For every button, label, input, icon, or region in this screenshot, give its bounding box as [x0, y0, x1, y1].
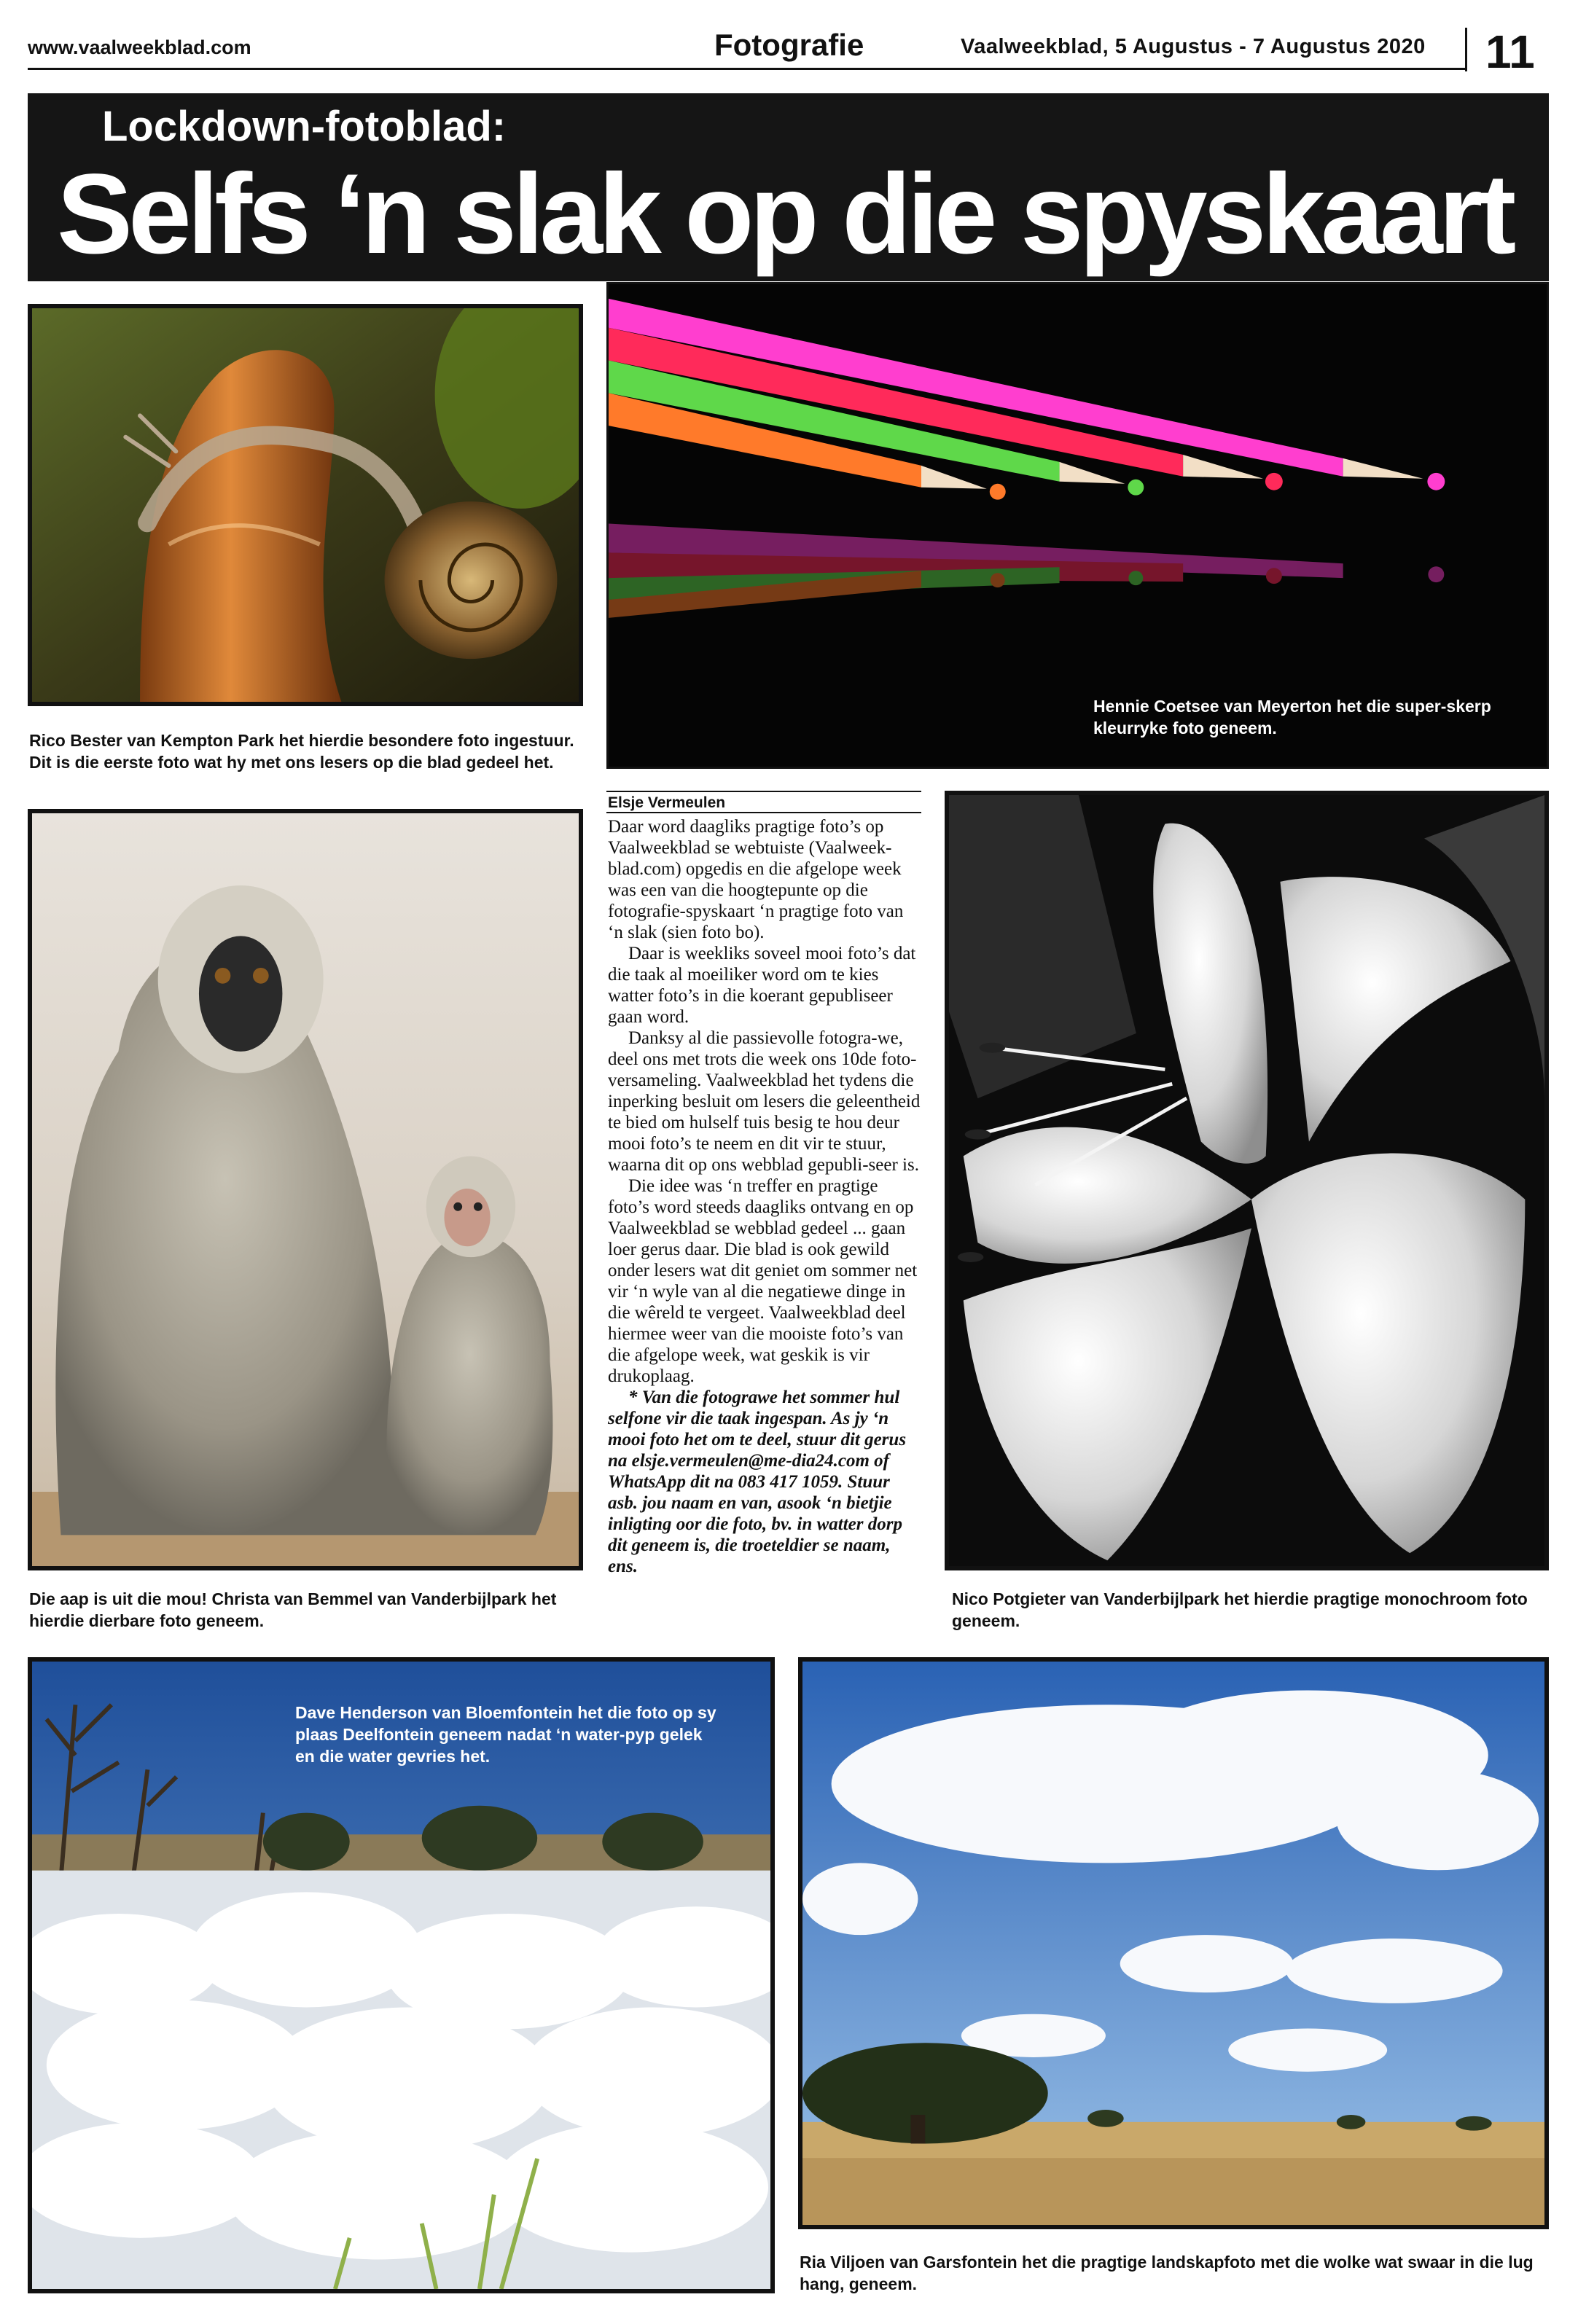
page-number: 11 [1485, 26, 1535, 78]
article-paragraph: Die idee was ‘n treffer en pragtige foto’s word steeds daagliks ontvang en op Vaalweekblad se webblad gedeel ... gaan loer gerus daar. Die blad is ook gewild onder lesers wat dit geniet om sommer net vir ‘n wyle van al die negatiewe dinge in die wêreld te vergeet. Vaalweekblad deel hiermee weer van die mooiste foto’s van die afgelope week, wat geskik is vir drukoplaag. [608, 1176, 918, 1386]
monkey-caption: Die aap is uit die mou! Christa van Bemmel van Vanderbijlpark het hierdie dierbare foto geneem. [29, 1589, 557, 1630]
monkey-photo [28, 809, 583, 1570]
snail-photo [28, 304, 583, 706]
landscape-photo [798, 1657, 1549, 2229]
ice-caption: Dave Henderson van Bloemfontein het die foto op sy plaas Deelfontein geneem nadat ‘n water-pyp gelek en die water gevries het. [295, 1703, 716, 1766]
banner-headline: Selfs ‘n slak op die spyskaart [57, 151, 1512, 278]
byline-rule-top [606, 791, 921, 792]
article-paragraph: Daar word daagliks pragtige foto’s op Vaalweekblad se webtuiste (Vaalweek-blad.com) opgedis en die afgelope week was een van die hoogtepunte op die fotografie-spyskaart ‘n pragtige foto van ‘n slak (sien foto bo). [608, 817, 904, 942]
landscape-caption: Ria Viljoen van Garsfontein het die pragtige landskapfoto met die wolke wat swaar in die lug hang, geneem. [800, 2253, 1534, 2293]
lily-photo [945, 791, 1549, 1570]
snail-caption: Rico Bester van Kempton Park het hierdie besondere foto ingestuur. Dit is die eerste foto wat hy met ons lesers op die blad gedeel het. [29, 731, 574, 772]
site-url: www.vaalweekblad.com [28, 36, 251, 58]
article-byline: Elsje Vermeulen [608, 794, 726, 811]
banner-kicker: Lockdown-fotoblad: [102, 103, 507, 150]
header-rule [28, 68, 1465, 70]
issue-date: Vaalweekblad, 5 Augustus - 7 Augustus 2020 [961, 35, 1426, 58]
article-note: * Van die fotograwe het sommer hul selfone vir die taak ingespan. As jy ‘n mooi foto het om te deel, stuur dit gerus na elsje.vermeulen@me-dia24.com of WhatsApp dit na 083 417 1059. Stuur asb. jou naam en van, asook ‘n bietjie inligting oor die foto, bv. in watter dorp dit geneem is, die troeteldier se naam, ens. [608, 1388, 907, 1576]
article-paragraph: Danksy al die passievolle fotogra-we, deel ons met trots die week ons 10de foto-versameling. Vaalweekblad het tydens die inperking besluit om lesers die geleentheid te bied om hulself tuis besig te hou deur mooi foto’s te neem en dit vir te stuur, waarna dit op ons webblad gepubli-seer is. [608, 1028, 921, 1175]
lily-caption: Nico Potgieter van Vanderbijlpark het hierdie pragtige monochroom foto geneem. [952, 1589, 1528, 1630]
article-paragraph: Daar is weekliks soveel mooi foto’s dat die taak al moeiliker word om te kies watter foto’s in die koerant gepubliseer gaan word. [608, 944, 916, 1027]
pencils-caption: Hennie Coetsee van Meyerton het die super-skerp kleurryke foto geneem. [1093, 697, 1491, 738]
byline-rule-bottom [606, 812, 921, 813]
article-body [608, 816, 921, 1577]
header-separator [1465, 28, 1467, 71]
section-title: Fotografie [714, 28, 864, 62]
